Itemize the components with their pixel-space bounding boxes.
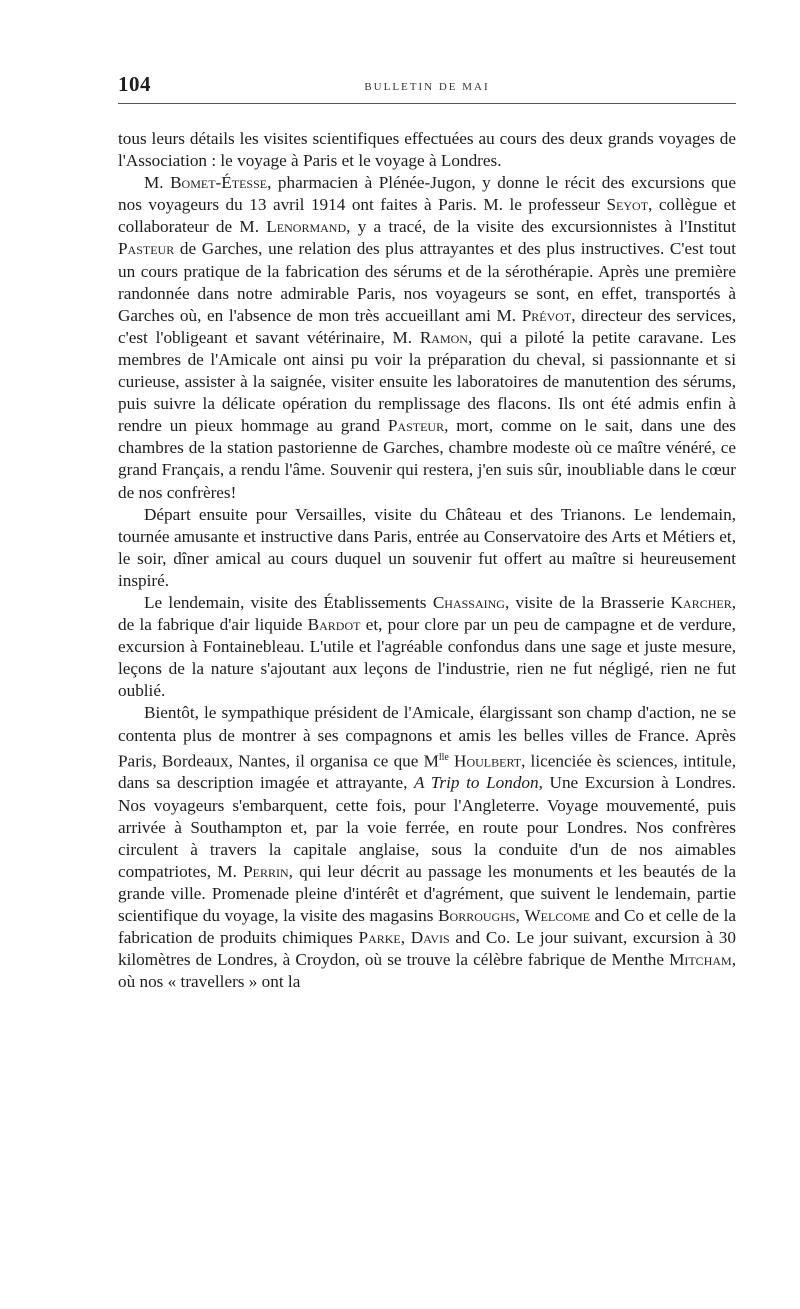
text-run: and Co et celle de la fabrication de produits chimiques — [118, 906, 736, 948]
text-run: tous leurs détails les visites scientifiques effectuées au cours des deux grands voyages de l'Association : le voyage à Paris et le voyage à Londres. — [118, 129, 736, 171]
text-run: , directeur des services, c'est l'obligeant et savant vétérinaire, M. — [118, 305, 736, 347]
text-run: , — [515, 906, 525, 926]
proper-name: Prévot — [521, 305, 572, 325]
proper-name: Borroughs — [438, 906, 516, 926]
text-run: , visite de la Brasserie — [504, 592, 671, 612]
superscript: lle — [438, 751, 449, 763]
proper-name: Parke — [358, 928, 401, 948]
proper-name: Lenormand — [266, 217, 347, 237]
italic-title: A Trip to London — [414, 773, 539, 793]
text-run: , — [400, 928, 411, 948]
proper-name: Mitcham — [669, 950, 732, 970]
text-run: Bientôt, le sympathique président de l'Amicale, élargissant son champ d'action, ne se contenta plus de montrer à ses compagnons et amis les belles villes de France. Après Paris, Bordeaux, Nantes, il organisa ce que M — [118, 703, 736, 771]
paragraph — [118, 702, 736, 993]
text-run: , y a tracé, de la visite des excursionnistes à l'Institut — [346, 217, 736, 237]
proper-name: Bardot — [307, 615, 361, 635]
text-run: , Une Excursion à Londres. Nos voyageurs s'embarquent, cette fois, pour l'Angleterre. Voyage mouvementé, puis arrivée à Southampton et, par la voie ferrée, en route pour Londres. Nos confrères circulent à travers la capitale anglaise, sous la conduite d'un de nos aimables compatriotes, M. — [118, 773, 736, 881]
text-run: , où nos « travellers » ont la — [118, 950, 736, 992]
text-run: et, pour clore par un peu de campagne et de verdure, excursion à Fontainebleau. L'utile et l'agréable confondus dans une sage et juste mesure, leçons de la nature s'ajoutant aux leçons de l'industrie, rien ne fut négligé, rien ne fut oublié. — [118, 615, 736, 701]
text-run: de Garches, une relation des plus attrayantes et des plus instructives. C'est tout un cours pratique de la fabrication des sérums et de la sérothérapie. Après une première randonnée dans notre admirable Paris, nos voyageurs se sont, en effet, transportés à Garches où, en l'absence de mon très accueillant ami M. — [118, 239, 736, 325]
proper-name: Seyot — [606, 195, 649, 215]
proper-name: Davis — [410, 928, 450, 948]
text-run: , licenciée ès sciences, intitule, dans sa description imagée et attrayante, — [118, 751, 736, 793]
proper-name: Ramon — [419, 327, 468, 347]
paragraph — [118, 172, 736, 503]
text-run: Départ ensuite pour Versailles, visite du Château et des Trianons. Le lendemain, tournée amusante et instructive dans Paris, entrée au Conservatoire des Arts et Métiers et, le soir, dîner amical au cours duquel un souvenir fut offert au maître si heureusement inspiré. — [118, 504, 736, 590]
running-head: BULLETIN DE MAI — [364, 81, 490, 93]
text-run: Le lendemain, visite des Établissements — [144, 592, 433, 612]
text-run: , de la fabrique d'air liquide — [118, 592, 736, 635]
text-run: , pharmacien à Plénée-Jugon, y donne le récit des excursions que nos voyageurs du 13 avril 1914 ont faites à Paris. M. le professeur — [118, 173, 736, 215]
paragraph — [118, 592, 736, 702]
proper-name: Bomet-Étesse — [170, 173, 268, 193]
paragraph — [118, 504, 736, 592]
paragraph — [118, 128, 736, 172]
proper-name: Pasteur — [118, 239, 175, 259]
body-text — [118, 128, 736, 993]
proper-name: Chassaing — [432, 592, 505, 612]
page-header — [118, 72, 736, 102]
proper-name: Pasteur — [387, 416, 445, 436]
text-run: , mort, comme on le sait, dans une des chambres de la station pastorienne de Garches, chambre modeste où ce maître vénéré, ce grand Français, a rendu l'âme. Souvenir qui restera, j'en suis sûr, inoubliable dans le cœur de nos confrères! — [118, 416, 736, 502]
proper-name: Karcher — [670, 592, 732, 612]
text-run: , collègue et collaborateur de M. — [118, 195, 736, 237]
header-rule — [118, 103, 736, 104]
proper-name: Houlbert — [454, 751, 522, 771]
text-run: , qui leur décrit au passage les monuments et les beautés de la grande ville. Promenade pleine d'intérêt et d'agrément, que suivent le lendemain, partie scientifique du voyage, la visite des magasins — [118, 861, 736, 926]
text-run: and Co. Le jour suivant, excursion à 30 kilomètres de Londres, à Croydon, où se trouve la célèbre fabrique de Menthe — [118, 928, 736, 970]
proper-name: Perrin — [243, 861, 289, 881]
proper-name: Welcome — [524, 906, 591, 926]
text-run: , qui a piloté la petite caravane. Les membres de l'Amicale ont ainsi pu voir la préparation du cheval, si passionnante et si curieuse, assister à la saignée, visiter ensuite les laboratoires de manutention des sérums, puis suivre la délicate opération du remplissage des flacons. Ils ont été admis enfin à rendre un pieux hommage au grand — [118, 327, 737, 436]
text-run: M. — [144, 173, 171, 193]
page-number: 104 — [118, 72, 151, 96]
